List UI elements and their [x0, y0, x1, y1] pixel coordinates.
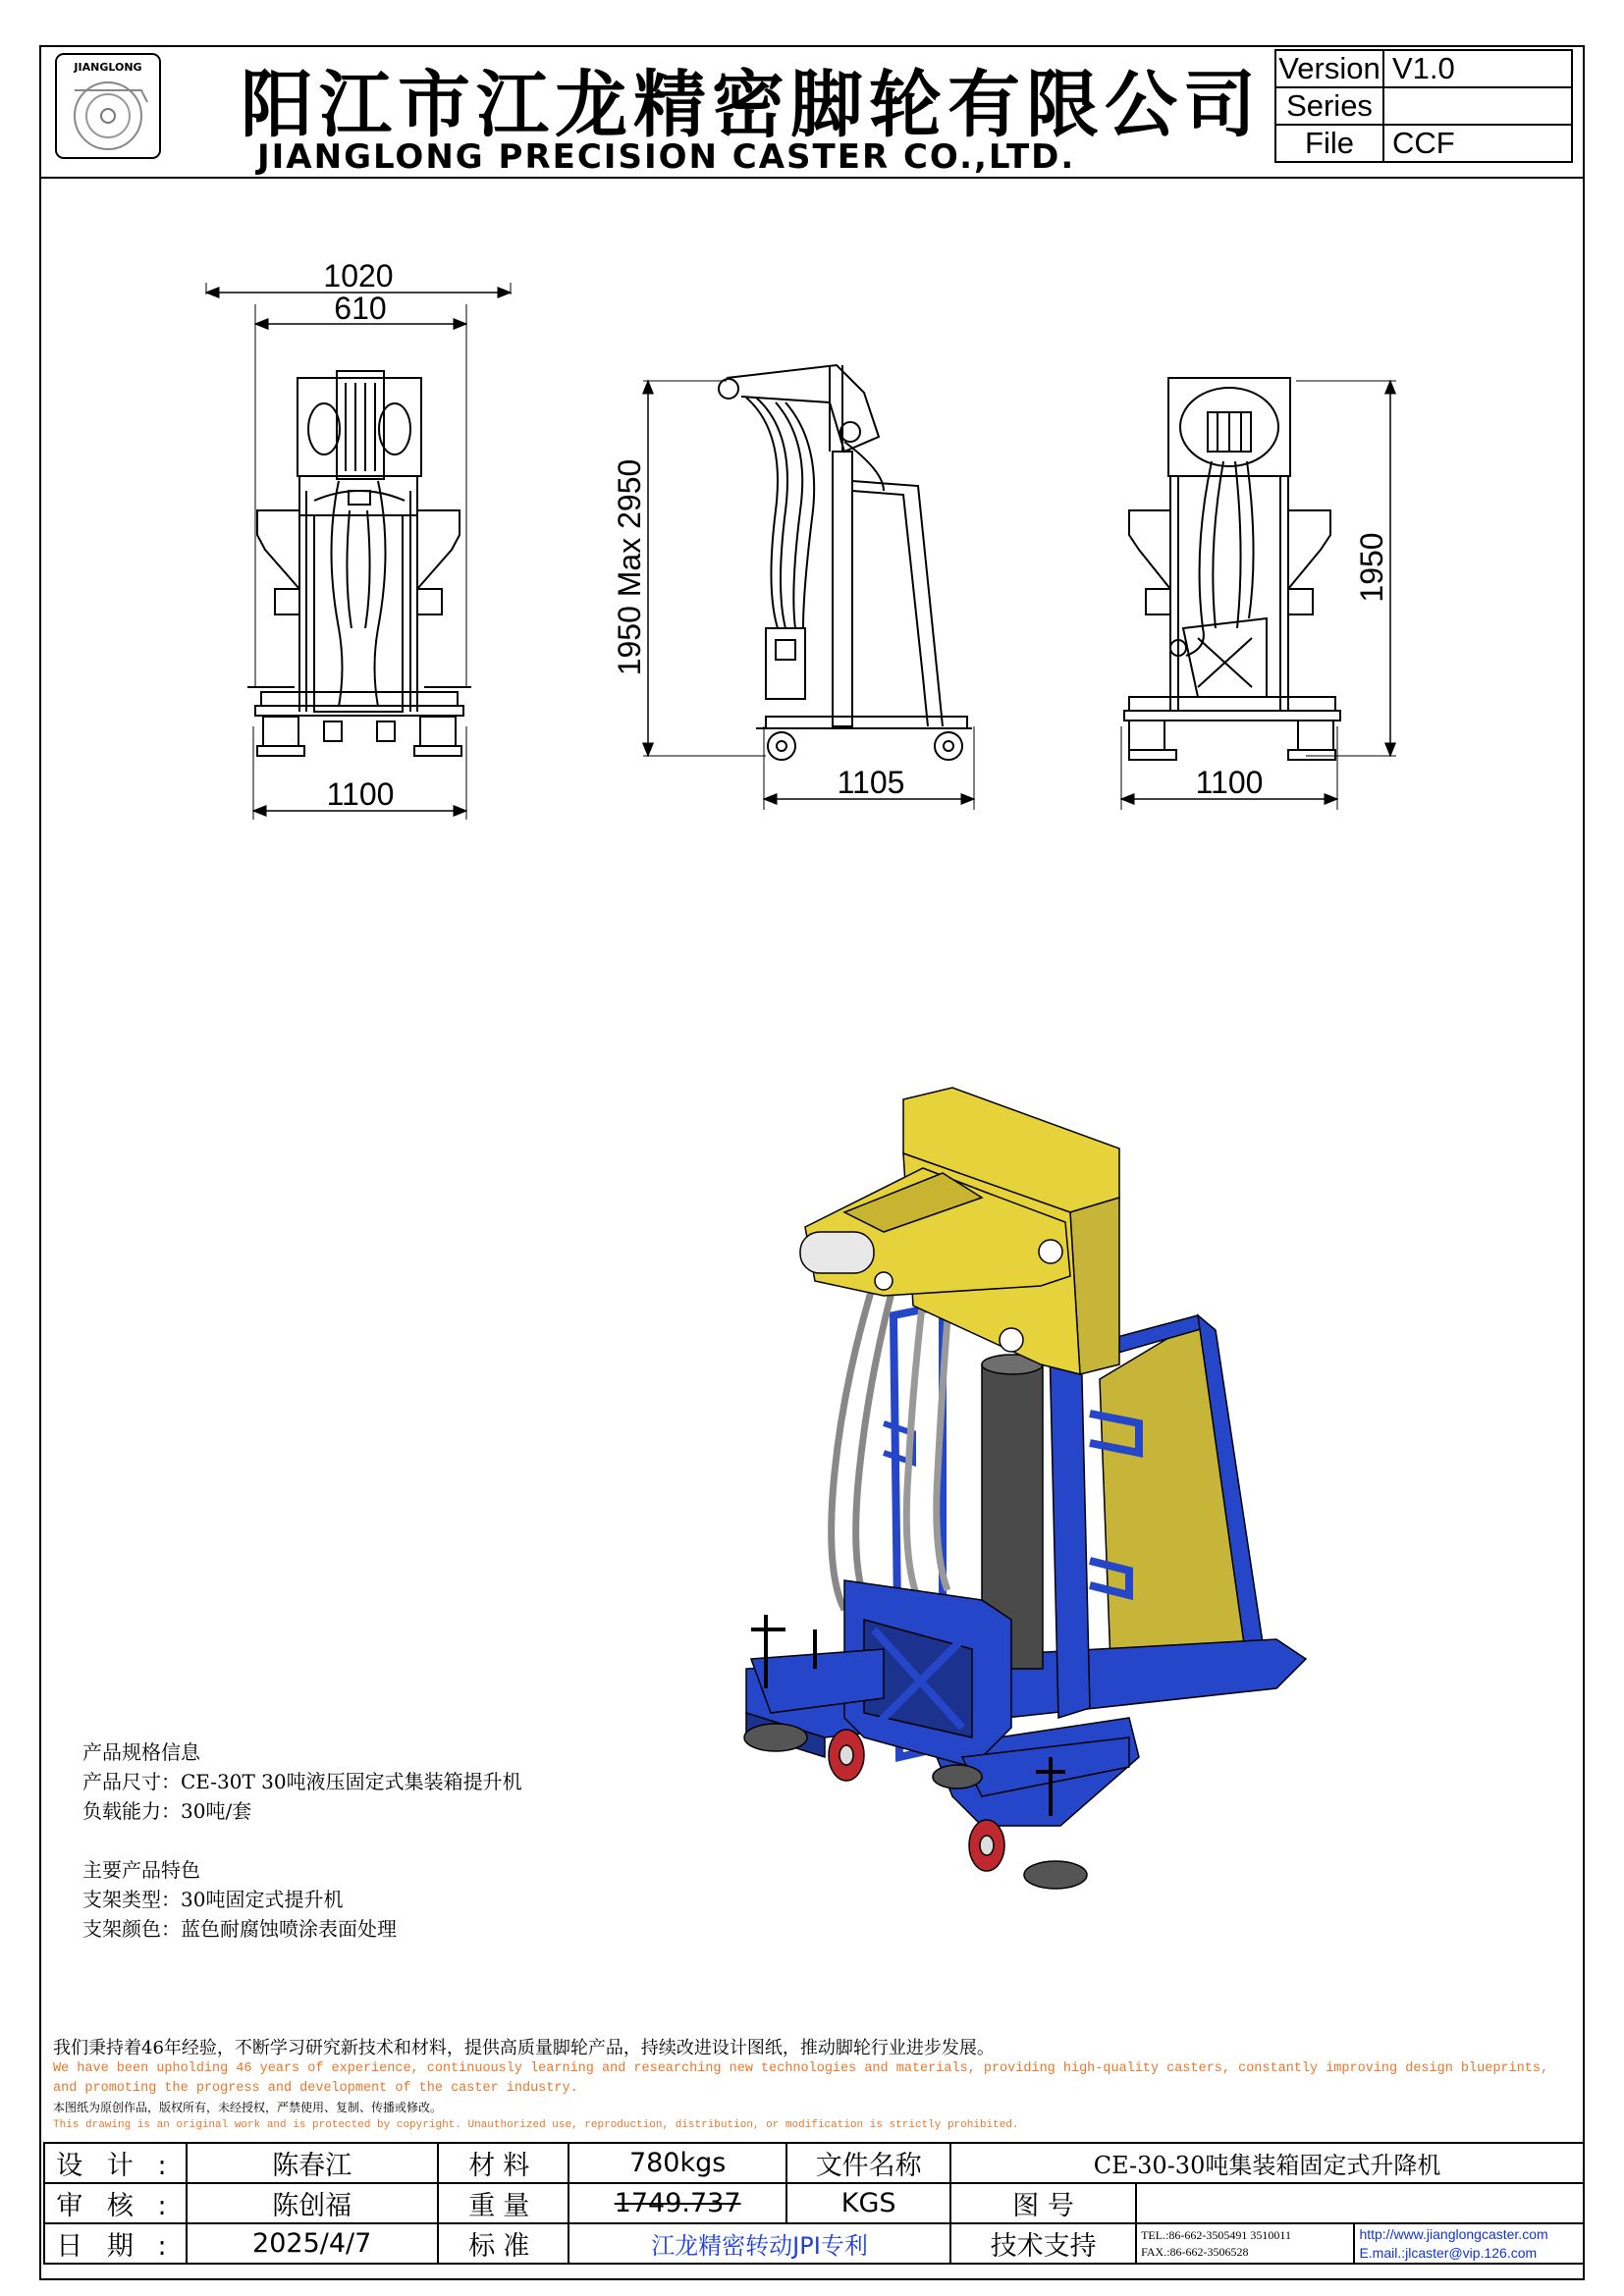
title-block — [43, 2142, 1585, 2265]
company-notice — [53, 2034, 1575, 2134]
file-value: CCF — [1383, 125, 1572, 162]
support-label: 技术支持 — [950, 2223, 1136, 2264]
notice-en-line1: We have been upholding 46 years of experience, continuously learning and researching new technologies and materials, providing high-quality casters, constantly improving design blueprints, — [53, 2061, 1549, 2076]
filename-value: CE-30-30吨集装箱固定式升降机 — [950, 2143, 1584, 2183]
contact-web — [1354, 2223, 1584, 2264]
front-view — [206, 283, 511, 820]
version-value: V1.0 — [1383, 50, 1572, 87]
drawing-no-label: 图 号 — [950, 2183, 1136, 2223]
standard-label: 标准 — [438, 2223, 568, 2264]
dim-front-top-inner: 610 — [334, 291, 387, 326]
website-link[interactable]: http://www.jianglongcaster.com — [1359, 2225, 1548, 2242]
frame-color: 支架颜色：蓝色耐腐蚀喷涂表面处理 — [82, 1917, 397, 1941]
dim-front-top-outer: 1020 — [323, 258, 394, 294]
file-label: File — [1275, 125, 1383, 162]
material-label: 材料 — [438, 2143, 568, 2183]
contact-phone — [1136, 2223, 1354, 2264]
email-link[interactable]: E.mail.:jlcaster@vip.126.com — [1359, 2244, 1538, 2261]
tel: TEL.:86-662-3505491 3510011 — [1141, 2227, 1291, 2242]
dim-side-height: 1950 Max 2950 — [612, 458, 647, 676]
copyright-en: This drawing is an original work and is protected by copyright. Unauthorized use, reproduction, distribution, or modification is strictly prohibited. — [53, 2119, 1019, 2131]
design-label: 设 计 : — [44, 2143, 187, 2183]
review-value: 陈创福 — [187, 2183, 438, 2223]
product-info — [82, 1737, 522, 1944]
company-name-cn: 阳江市江龙精密脚轮有限公司 — [241, 63, 1262, 147]
side-view — [643, 365, 974, 810]
frame-type: 支架类型：30吨固定式提升机 — [82, 1888, 344, 1911]
review-label: 审 核 : — [44, 2183, 187, 2223]
fax: FAX.:86-662-3506528 — [1141, 2244, 1249, 2259]
isometric-view — [744, 1088, 1306, 1889]
dim-side-bottom: 1105 — [837, 765, 905, 800]
load-capacity: 负载能力：30吨/套 — [82, 1799, 252, 1823]
title-row-3 — [44, 2223, 1584, 2264]
dim-rear-height: 1950 — [1354, 532, 1389, 603]
feature-heading: 主要产品特色 — [82, 1858, 200, 1882]
date-value: 2025/4/7 — [187, 2223, 438, 2264]
weight-label: 重量 — [438, 2183, 568, 2223]
company-name-en: JIANGLONG PRECISION CASTER CO.,LTD. — [257, 137, 1076, 177]
standard-value: 江龙精密转动JPI专利 — [568, 2223, 950, 2264]
dim-rear-bottom: 1100 — [1195, 765, 1264, 800]
material-value: 780kgs — [568, 2143, 786, 2183]
date-label: 日 期 : — [44, 2223, 187, 2264]
series-label: Series — [1275, 87, 1383, 125]
notice-en-line2: and promoting the progress and development of the caster industry. — [53, 2081, 578, 2096]
drawing-no-value — [1136, 2183, 1584, 2223]
weight-unit: KGS — [786, 2183, 950, 2223]
notice-cn: 我们秉持着46年经验，不断学习研究新技术和材料，提供高质量脚轮产品，持续改进设计图纸，推动脚轮行业进步发展。 — [53, 2038, 995, 2058]
dim-front-bottom: 1100 — [326, 776, 395, 812]
title-row-1 — [44, 2143, 1584, 2183]
product-size: 产品尺寸：CE-30T 30吨液压固定式集装箱提升机 — [82, 1770, 522, 1793]
weight-value: 1749.737 — [568, 2183, 786, 2223]
spec-heading: 产品规格信息 — [82, 1740, 200, 1764]
filename-label: 文件名称 — [786, 2143, 950, 2183]
copyright-cn: 本图纸为原创作品，版权所有，未经授权，严禁使用、复制、传播或修改。 — [53, 2101, 443, 2114]
design-value: 陈春江 — [187, 2143, 438, 2183]
version-label: Version — [1275, 50, 1383, 87]
title-row-2 — [44, 2183, 1584, 2223]
logo-text: JIANGLONG — [74, 61, 142, 74]
